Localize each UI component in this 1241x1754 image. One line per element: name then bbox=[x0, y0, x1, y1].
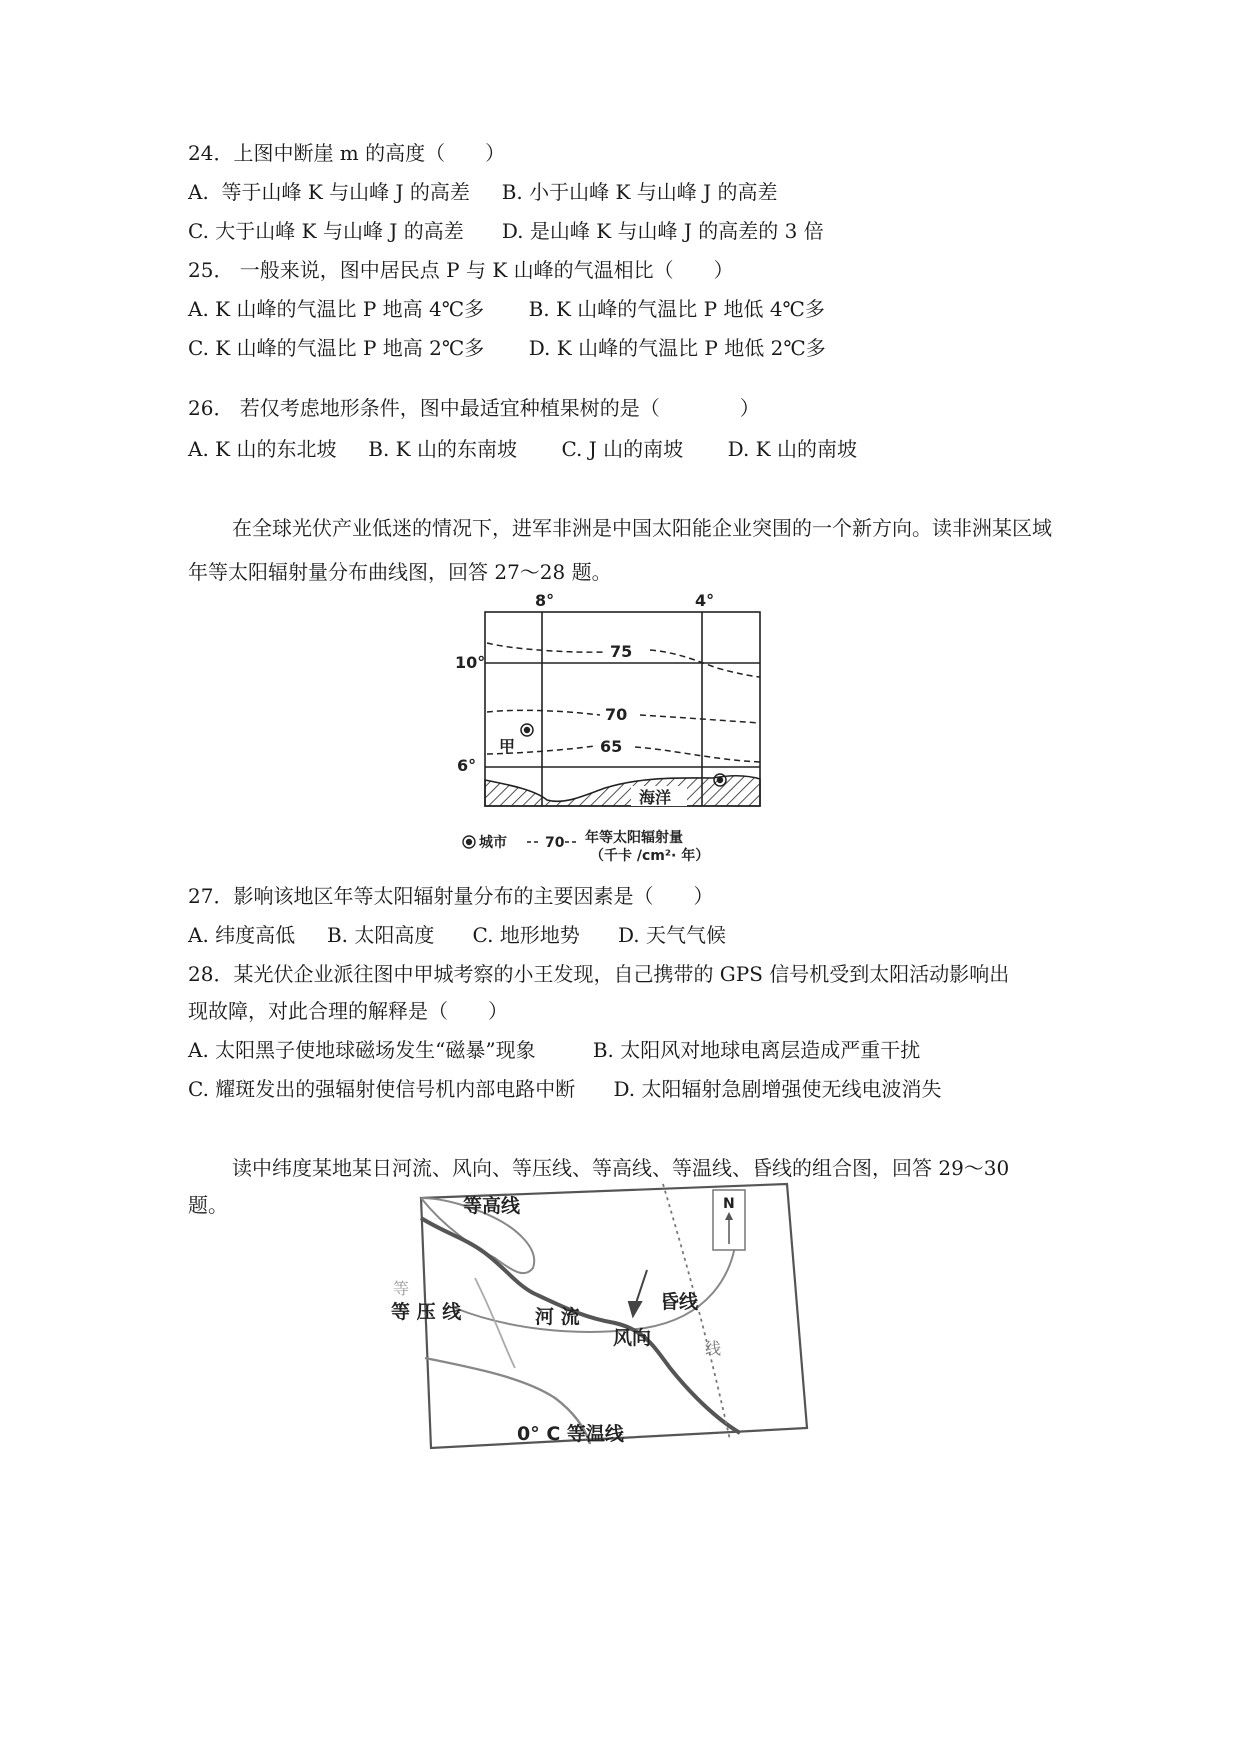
q28-stem-1: 28．某光伏企业派往图中甲城考察的小王发现，自己携带的 GPS 信号机受到太阳活动影响出 bbox=[188, 962, 1010, 986]
label-wind: 风向 bbox=[613, 1327, 652, 1349]
label-dusk: 昏线 bbox=[660, 1291, 699, 1313]
label-lat-6: 6° bbox=[457, 756, 477, 775]
legend-unit: （千卡 /cm²· 年） bbox=[590, 848, 710, 864]
q28-stem-2: 现故障，对此合理的解释是（ ） bbox=[188, 999, 508, 1023]
city-jia-symbol bbox=[521, 724, 533, 736]
legend-city-symbol bbox=[463, 836, 475, 848]
q24-options-ab: A. 等于山峰 K 与山峰 J 的高差 B. 小于山峰 K 与山峰 J 的高差 bbox=[188, 180, 778, 204]
label-isotherm: 0° C 等温线 bbox=[517, 1423, 624, 1445]
label-contour: 等高线 bbox=[463, 1195, 521, 1217]
passage-combo-2: 题。 bbox=[188, 1193, 228, 1217]
q24-stem: 24．上图中断崖 m 的高度（ ） bbox=[188, 141, 506, 165]
label-lon-4: 4° bbox=[695, 591, 715, 610]
q25-stem: 25． 一般来说，图中居民点 P 与 K 山峰的气温相比（ ） bbox=[188, 258, 734, 282]
isoline-65 bbox=[487, 746, 760, 762]
label-lat-10: 10° bbox=[455, 653, 486, 672]
legend-iso-value: 70 bbox=[545, 835, 565, 851]
legend bbox=[463, 829, 709, 864]
q25-options-cd: C. K 山峰的气温比 P 地高 2℃多 D. K 山峰的气温比 P 地低 2℃多 bbox=[188, 336, 826, 360]
combined-map bbox=[391, 1178, 855, 1478]
q28-options-ab: A. 太阳黑子使地球磁场发生“磁暴”现象 B. 太阳风对地球电离层造成严重干扰 bbox=[188, 1038, 921, 1062]
label-iso-75: 75 bbox=[610, 642, 633, 661]
river-line bbox=[421, 1218, 740, 1433]
label-lon-8: 8° bbox=[535, 591, 555, 610]
passage-combo-1: 读中纬度某地某日河流、风向、等压线、等高线、等温线、昏线的组合图，回答 29～30 bbox=[232, 1156, 1010, 1180]
label-line-char: 线 bbox=[705, 1339, 722, 1358]
legend-iso-label: 年等太阳辐射量 bbox=[585, 830, 683, 846]
q24-options-cd: C. 大于山峰 K 与山峰 J 的高差 D. 是山峰 K 与山峰 J 的高差的 3 倍 bbox=[188, 219, 824, 243]
north-label: N bbox=[723, 1196, 735, 1212]
isobar-curve bbox=[455, 1228, 737, 1332]
q26-stem: 26． 若仅考虑地形条件，图中最适宜种植果树的是（ ） bbox=[188, 396, 760, 420]
q28-options-cd: C. 耀斑发出的强辐射使信号机内部电路中断 D. 太阳辐射急剧增强使无线电波消失 bbox=[188, 1077, 942, 1101]
label-river: 河 流 bbox=[535, 1306, 580, 1328]
wind-arrow bbox=[629, 1270, 647, 1316]
label-ocean: 海洋 bbox=[639, 788, 672, 807]
q26-options: A. K 山的东北坡 B. K 山的东南坡 C. J 山的南坡 D. K 山的南坡 bbox=[188, 437, 857, 461]
label-isobar-faint: 等 bbox=[393, 1279, 410, 1298]
q27-stem: 27．影响该地区年等太阳辐射量分布的主要因素是（ ） bbox=[188, 884, 714, 908]
label-iso-65: 65 bbox=[600, 737, 623, 756]
label-isobar: 等 压 线 bbox=[391, 1301, 462, 1323]
label-city-jia: 甲 bbox=[499, 737, 516, 756]
solar-radiation-map bbox=[455, 590, 775, 864]
q25-options-ab: A. K 山峰的气温比 P 地高 4℃多 B. K 山峰的气温比 P 地低 4℃多 bbox=[188, 297, 825, 321]
label-iso-70: 70 bbox=[605, 705, 628, 724]
q27-options: A. 纬度高低 B. 太阳高度 C. 地形地势 D. 天气气候 bbox=[188, 923, 726, 947]
passage-solar: 在全球光伏产业低迷的情况下，进军非洲是中国太阳能企业突围的一个新方向。读非洲某区域年等太阳辐射量分布曲线图，回答 27～28 题。 bbox=[188, 516, 1052, 584]
legend-city-label: 城市 bbox=[479, 835, 507, 851]
